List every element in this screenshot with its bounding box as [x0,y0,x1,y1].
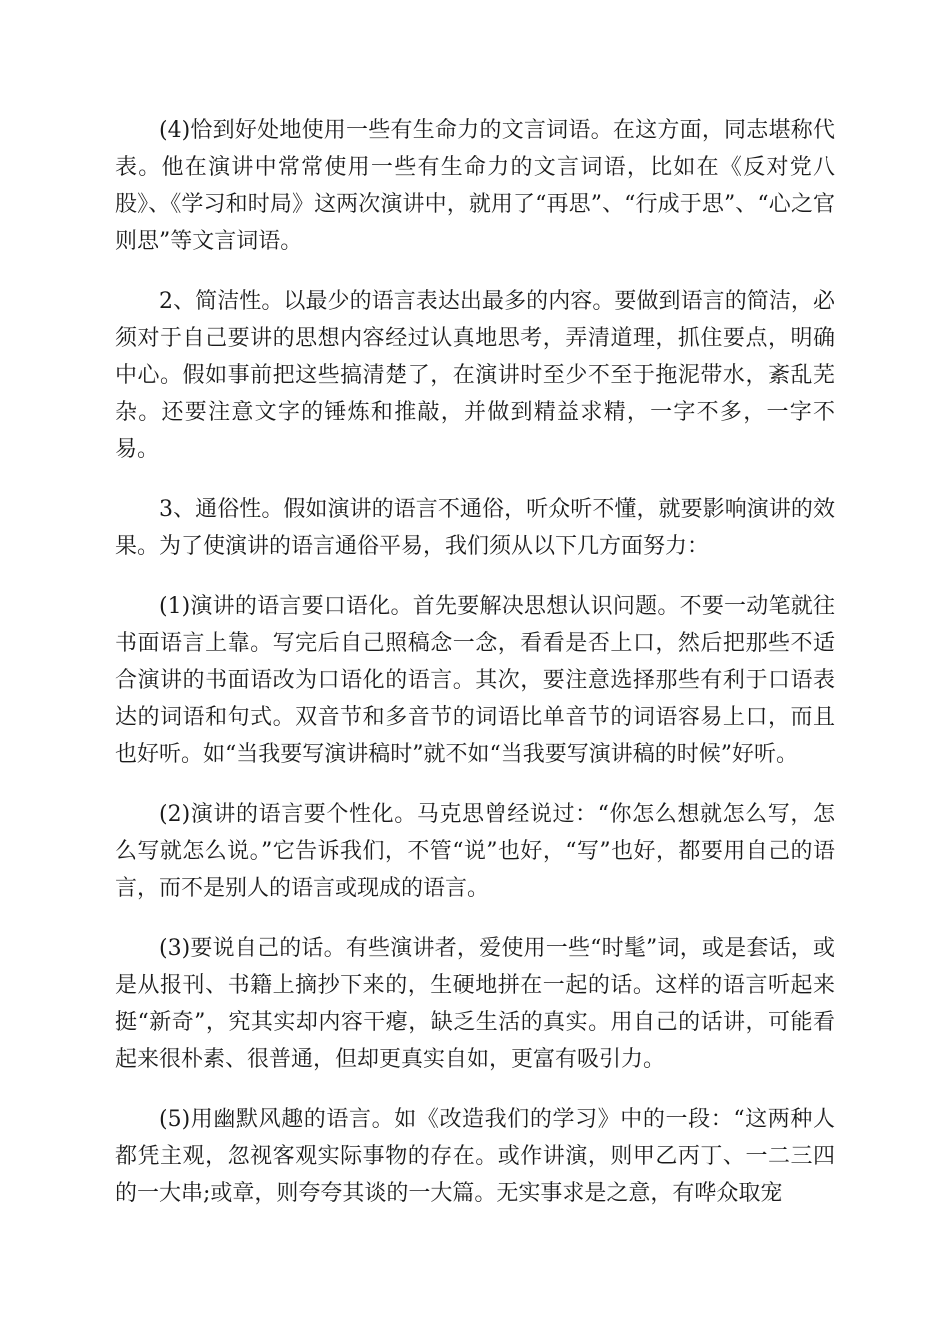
paragraph-popularity: 3、通俗性。假如演讲的语言不通俗，听众听不懂，就要影响演讲的效果。为了使演讲的语言通俗平易，我们须从以下几方面努力： [115,497,835,559]
paragraph-individualized: (2)演讲的语言要个性化。马克思曾经说过：“你怎么想就怎么写，怎么写就怎么说。”它告诉我们，不管“说”也好，“写”也好，都要用自己的语言，而不是别人的语言或现成的语言。 [115,802,835,901]
paragraph-classical-words: (4)恰到好处地使用一些有生命力的文言词语。在这方面，同志堪称代表。他在演讲中常常使用一些有生命力的文言词语，比如在《反对党八股》、《学习和时局》这两次演讲中，就用了“再思”、“行成于思”、“心之官则思”等文言词语。 [115,118,835,254]
paragraph-conciseness: 2、简洁性。以最少的语言表达出最多的内容。要做到语言的简洁，必须对于自己要讲的思想内容经过认真地思考，弄清道理，抓住要点，明确中心。假如事前把这些搞清楚了，在演讲时至少不至于拖泥带水，紊乱芜杂。还要注意文字的锤炼和推敲，并做到精益求精，一字不多，一字不易。 [115,289,835,462]
paragraph-humor: (5)用幽默风趣的语言。如《改造我们的学习》中的一段：“这两种人都凭主观，忽视客观实际事物的存在。或作讲演，则甲乙丙丁、一二三四的一大串;或章，则夸夸其谈的一大篇。无实事求是之意，有哗众取宠 [115,1107,835,1206]
paragraph-own-words: (3)要说自己的话。有些演讲者，爱使用一些“时髦”词，或是套话，或是从报刊、书籍上摘抄下来的，生硬地拼在一起的话。这样的语言听起来挺“新奇”，究其实却内容干瘪，缺乏生活的真实。用自己的话讲，可能看起来很朴素、很普通，但却更真实自如，更富有吸引力。 [115,936,835,1072]
paragraph-colloquial: (1)演讲的语言要口语化。首先要解决思想认识问题。不要一动笔就往书面语言上靠。写完后自己照稿念一念，看看是否上口，然后把那些不适合演讲的书面语改为口语化的语言。其次，要注意选择那些有利于口语表达的词语和句式。双音节和多音节的词语比单音节的词语容易上口，而且也好听。如“当我要写演讲稿时”就不如“当我要写演讲稿的时候”好听。 [115,594,835,767]
document-body [115,112,835,1235]
